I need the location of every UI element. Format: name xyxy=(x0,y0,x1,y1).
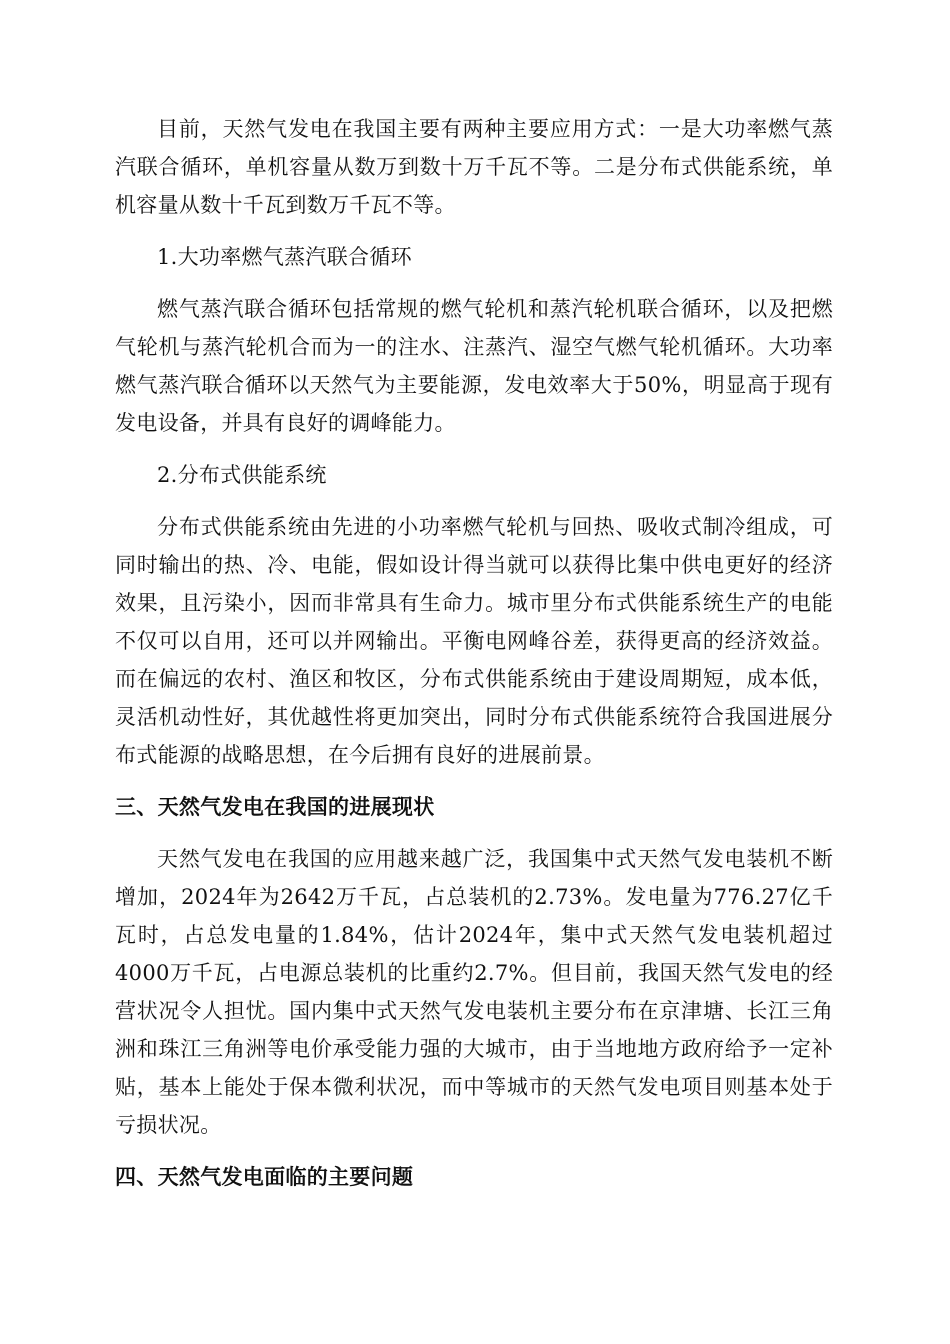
paragraph-intro: 目前，天然气发电在我国主要有两种主要应用方式：一是大功率燃气蒸汽联合循环，单机容量从数万到数十万千瓦不等。二是分布式供能系统，单机容量从数十千瓦到数万千瓦不等。 xyxy=(115,117,833,217)
section-title-development-status: 三、天然气发电在我国的进展现状 xyxy=(115,795,435,819)
subheading-distributed-energy: 2.分布式供能系统 xyxy=(157,463,327,487)
document-body xyxy=(115,110,833,1210)
subheading-combined-cycle: 1.大功率燃气蒸汽联合循环 xyxy=(157,245,412,269)
paragraph-distributed-energy: 分布式供能系统由先进的小功率燃气轮机与回热、吸收式制冷组成，可同时输出的热、冷、电能，假如设计得当就可以获得比集中供电更好的经济效果，且污染小，因而非常具有生命力。城市里分布式供能系统生产的电能不仅可以自用，还可以并网输出。平衡电网峰谷差，获得更高的经济效益。而在偏远的农村、渔区和牧区，分布式供能系统由于建设周期短，成本低，灵活机动性好，其优越性将更加突出，同时分布式供能系统符合我国进展分布式能源的战略思想，在今后拥有良好的进展前景。 xyxy=(115,515,833,767)
section-title-main-problems: 四、天然气发电面临的主要问题 xyxy=(115,1165,414,1189)
paragraph-combined-cycle: 燃气蒸汽联合循环包括常规的燃气轮机和蒸汽轮机联合循环，以及把燃气轮机与蒸汽轮机合而为一的注水、注蒸汽、湿空气燃气轮机循环。大功率燃气蒸汽联合循环以天然气为主要能源，发电效率大于50%，明显高于现有发电设备，并具有良好的调峰能力。 xyxy=(115,297,833,435)
paragraph-development-status: 天然气发电在我国的应用越来越广泛，我国集中式天然气发电装机不断增加，2024年为2642万千瓦，占总装机的2.73%。发电量为776.27亿千瓦时，占总发电量的1.84%，估计2024年，集中式天然气发电装机超过4000万千瓦，占电源总装机的比重约2.7%。但目前，我国天然气发电的经营状况令人担忧。国内集中式天然气发电装机主要分布在京津塘、长江三角洲和珠江三角洲等电价承受能力强的大城市，由于当地地方政府给予一定补贴，基本上能处于保本微利状况，而中等城市的天然气发电项目则基本处于亏损状况。 xyxy=(115,847,833,1137)
